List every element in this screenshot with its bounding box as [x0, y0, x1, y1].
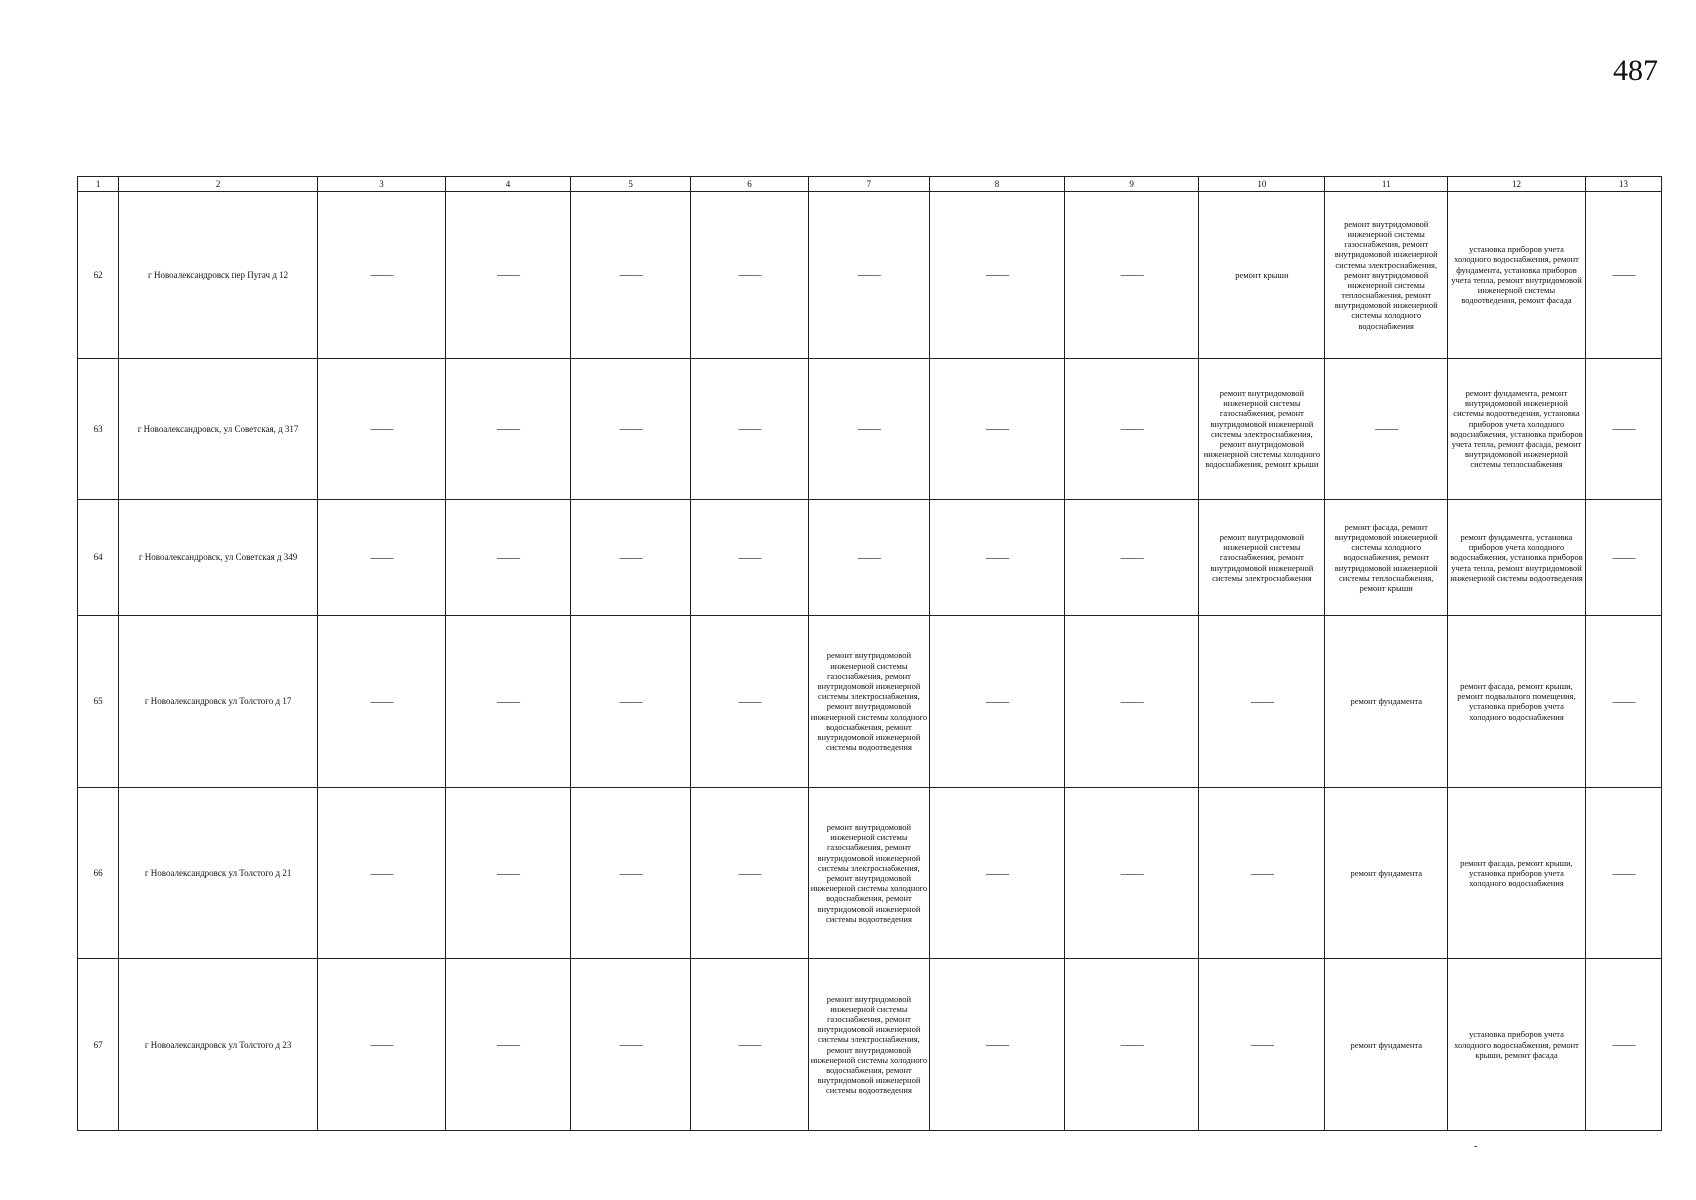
column-header: 5 [570, 177, 691, 192]
work-cell: ремонт фундамента, ремонт внутридомовой инженерной системы водоотведения, установка приборов учета холодного водоснабжения, установка приборов учета тепла, ремонт фасада, ремонт внутридомовой инженерной системы теплоснабжения [1448, 358, 1586, 499]
table-cell: —— [446, 499, 571, 615]
table-cell: —— [570, 787, 691, 959]
table-cell: —— [930, 499, 1065, 615]
table-cell: —— [930, 192, 1065, 359]
work-cell: ремонт фасада, ремонт внутридомовой инженерной системы холодного водоснабжения, ремонт внутридомовой инженерной системы теплоснабжения, ремонт крыши [1325, 499, 1448, 615]
column-header: 9 [1064, 177, 1199, 192]
table-cell: —— [808, 499, 930, 615]
work-cell: ремонт фасада, ремонт крыши, установка приборов учета холодного водоснабжения [1448, 787, 1586, 959]
column-header: 11 [1325, 177, 1448, 192]
table-cell: —— [808, 358, 930, 499]
table-cell: —— [1064, 499, 1199, 615]
column-header: 2 [119, 177, 318, 192]
table-cell: —— [317, 192, 445, 359]
table-cell: —— [1585, 192, 1661, 359]
row-number: 65 [78, 616, 119, 788]
work-cell: ремонт фундамента [1325, 959, 1448, 1131]
table-row [78, 499, 1662, 615]
table-cell: —— [1064, 787, 1199, 959]
table-cell: —— [317, 787, 445, 959]
column-header: 8 [930, 177, 1065, 192]
table-cell: —— [691, 499, 808, 615]
row-number: 64 [78, 499, 119, 615]
table-cell: —— [570, 499, 691, 615]
table-cell: —— [446, 358, 571, 499]
work-cell: ремонт внутридомовой инженерной системы газоснабжения, ремонт внутридомовой инженерной системы электроснабжения, ремонт внутридомовой инженерной системы холодного водоснабжения, ремонт внутридомовой инженерной системы водоотведения [808, 787, 930, 959]
table-cell: —— [1199, 616, 1325, 788]
table-cell: —— [317, 959, 445, 1131]
table-cell: —— [1585, 616, 1661, 788]
table-cell: —— [930, 787, 1065, 959]
work-cell: ремонт внутридомовой инженерной системы газоснабжения, ремонт внутридомовой инженерной системы электроснабжения, ремонт внутридомовой инженерной системы холодного водоснабжения, ремонт внутридомовой инженерной системы водоотведения [808, 959, 930, 1131]
work-cell: ремонт внутридомовой инженерной системы газоснабжения, ремонт внутридомовой инженерной системы электроснабжения, ремонт внутридомовой инженерной системы теплоснабжения, ремонт внутридомовой инженерной системы холодного водоснабжения [1325, 192, 1448, 359]
work-cell: установка приборов учета холодного водоснабжения, ремонт крыши, ремонт фасада [1448, 959, 1586, 1131]
repair-schedule-table [77, 176, 1662, 1131]
table-cell: —— [1199, 959, 1325, 1131]
table-cell: —— [446, 192, 571, 359]
address-cell: г Новоалександровск ул Толстого д 23 [119, 959, 318, 1131]
row-number: 62 [78, 192, 119, 359]
work-cell: ремонт фундамента [1325, 616, 1448, 788]
table-cell: —— [570, 959, 691, 1131]
table-cell: —— [1585, 499, 1661, 615]
work-cell: ремонт фундамента, установка приборов учета холодного водоснабжения, установка приборов учета тепла, ремонт внутридомовой инженерной системы водоотведения [1448, 499, 1586, 615]
address-cell: г Новоалександровск пер Пугач д 12 [119, 192, 318, 359]
table-row [78, 787, 1662, 959]
address-cell: г Новоалександровск ул Толстого д 21 [119, 787, 318, 959]
table-cell: —— [317, 616, 445, 788]
column-header: 12 [1448, 177, 1586, 192]
table-cell: —— [446, 787, 571, 959]
table-cell: —— [317, 499, 445, 615]
table-row [78, 192, 1662, 359]
table-cell: —— [1064, 959, 1199, 1131]
column-header: 4 [446, 177, 571, 192]
sheet-table-container [77, 176, 1662, 1131]
work-cell: ремонт внутридомовой инженерной системы газоснабжения, ремонт внутридомовой инженерной системы электроснабжения [1199, 499, 1325, 615]
table-cell: —— [691, 787, 808, 959]
work-cell: ремонт фундамента [1325, 787, 1448, 959]
address-cell: г Новоалександровск, ул Советская, д 317 [119, 358, 318, 499]
footer-mark: - [1474, 1141, 1478, 1152]
table-cell: —— [446, 959, 571, 1131]
table-row [78, 959, 1662, 1131]
table-cell: —— [691, 358, 808, 499]
table-cell: —— [1325, 358, 1448, 499]
table-cell: —— [930, 358, 1065, 499]
column-header: 1 [78, 177, 119, 192]
column-header: 13 [1585, 177, 1661, 192]
work-cell: ремонт внутридомовой инженерной системы газоснабжения, ремонт внутридомовой инженерной системы электроснабжения, ремонт внутридомовой инженерной системы холодного водоснабжения, ремонт крыши [1199, 358, 1325, 499]
column-header: 6 [691, 177, 808, 192]
table-cell: —— [317, 358, 445, 499]
work-cell: установка приборов учета холодного водоснабжения, ремонт фундамента, установка приборов учета тепла, ремонт внутридомовой инженерной системы водоотведения, ремонт фасада [1448, 192, 1586, 359]
table-row [78, 358, 1662, 499]
address-cell: г Новоалександровск, ул Советская д 349 [119, 499, 318, 615]
table-cell: —— [808, 192, 930, 359]
table-cell: —— [1064, 192, 1199, 359]
table-cell: —— [691, 192, 808, 359]
table-cell: —— [1064, 616, 1199, 788]
column-header: 3 [317, 177, 445, 192]
row-number: 63 [78, 358, 119, 499]
work-cell: ремонт внутридомовой инженерной системы газоснабжения, ремонт внутридомовой инженерной системы электроснабжения, ремонт внутридомовой инженерной системы холодного водоснабжения, ремонт внутридомовой инженерной системы водоотведения [808, 616, 930, 788]
column-header: 7 [808, 177, 930, 192]
table-cell: —— [1585, 959, 1661, 1131]
table-cell: —— [1199, 787, 1325, 959]
table-cell: —— [1585, 787, 1661, 959]
work-cell: ремонт фасада, ремонт крыши, ремонт подвального помещения, установка приборов учета холодного водоснабжения [1448, 616, 1586, 788]
table-cell: —— [570, 192, 691, 359]
table-cell: —— [930, 959, 1065, 1131]
work-cell: ремонт крыши [1199, 192, 1325, 359]
page-number: 487 [1613, 54, 1658, 87]
table-cell: —— [691, 959, 808, 1131]
address-cell: г Новоалександровск ул Толстого д 17 [119, 616, 318, 788]
table-cell: —— [691, 616, 808, 788]
table-cell: —— [446, 616, 571, 788]
table-cell: —— [930, 616, 1065, 788]
table-cell: —— [1064, 358, 1199, 499]
table-cell: —— [1585, 358, 1661, 499]
table-row [78, 616, 1662, 788]
column-header: 10 [1199, 177, 1325, 192]
column-number-header [78, 177, 1662, 192]
row-number: 66 [78, 787, 119, 959]
table-cell: —— [570, 358, 691, 499]
row-number: 67 [78, 959, 119, 1131]
table-cell: —— [570, 616, 691, 788]
